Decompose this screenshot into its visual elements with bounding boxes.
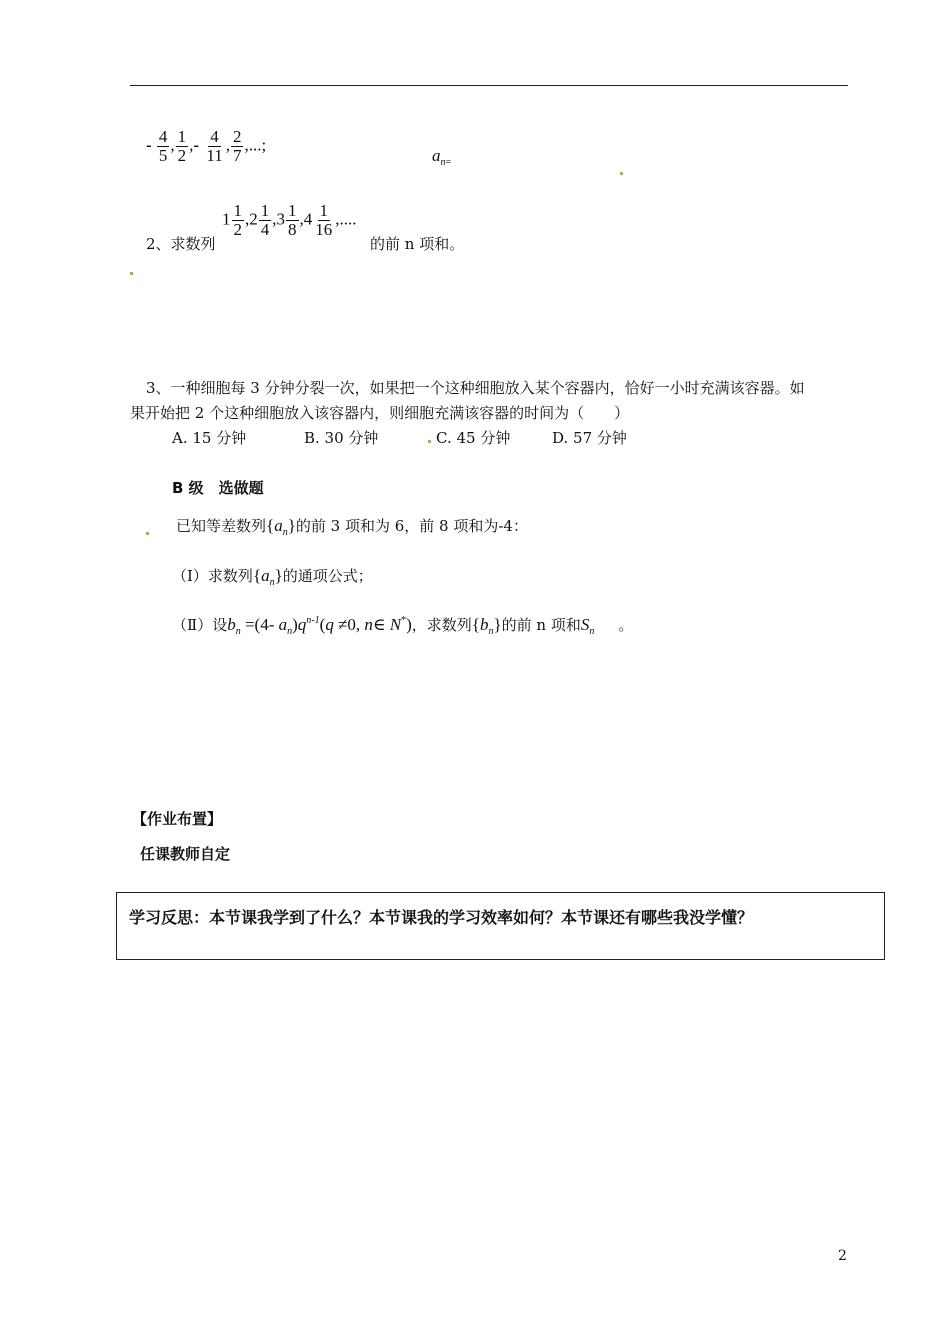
problem1-general-term: $a_{n=}$ xyxy=(432,146,452,168)
section-b-title: B 级 选做题 xyxy=(172,479,264,497)
section-b-part2: （Ⅱ）设$b_n =(4-$ $a_n)q^{n-1}(q \ne 0$, n∈ N*)，求数列$\{b_n\}$的前 n 项和$S_n$ 。 xyxy=(172,615,634,637)
section-b-intro: 已知等差数列$\{a_n\}$的前 3 项和为 6，前 8 项和为-4： xyxy=(176,516,528,538)
fraction: $\frac{1}{4}$ xyxy=(260,201,270,239)
option-c: C. 45 分钟 xyxy=(436,429,511,447)
problem2-sequence: 1 $\frac{1}{2}$ ,2 $\frac{1}{4}$ ,3 $\frac{1}{8}$ ,4 $\frac{1}{16}$ ,.... xyxy=(222,201,357,239)
marker-dot xyxy=(428,440,431,443)
reflection-text: 学习反思：本节课我学到了什么？本节课我的学习效率如何？本节课还有哪些我没学懂？ xyxy=(129,908,754,927)
set-bn: $\{b_n\}$ xyxy=(471,615,502,637)
fraction: $\frac{1}{8}$ xyxy=(288,201,297,239)
problem1-sequence: - $\frac{4}{5}$ , $\frac{1}{2}$ ,- $\frac{4}{11}$ , $\frac{2}{7}$ ,...; xyxy=(146,127,267,165)
fraction: $\frac{1}{2}$ xyxy=(177,127,187,165)
homework-content: 任课教师自定 xyxy=(140,845,231,863)
problem3-options xyxy=(172,427,627,448)
marker-dot xyxy=(146,532,149,535)
option-b: B. 30 分钟 xyxy=(304,429,379,447)
minus-sign: - xyxy=(193,135,200,155)
section-b-part1: （Ⅰ）求数列$\{a_n\}$的通项公式； xyxy=(172,566,373,588)
formula-bn: $b_n =(4-$ $a_n)q^{n-1}(q \ne 0$, n∈ N*) xyxy=(227,615,412,637)
option-d: D. 57 分钟 xyxy=(552,429,627,447)
header-rule xyxy=(130,85,848,86)
option-a: A. 15 分钟 xyxy=(172,429,247,447)
minus-sign: - xyxy=(146,135,152,155)
fraction: $\frac{4}{5}$ xyxy=(158,127,168,165)
fraction: $\frac{2}{7}$ xyxy=(232,127,242,165)
problem3-line2: 果开始把 2 个这种细胞放入该容器内，则细胞充满该容器的时间为（ ） xyxy=(130,404,630,422)
fraction: $\frac{1}{16}$ xyxy=(315,201,333,239)
homework-title: 【作业布置】 xyxy=(132,810,223,828)
fraction: $\frac{1}{2}$ xyxy=(233,201,242,239)
set-an: $\{a_n\}$ xyxy=(252,566,283,588)
reflection-box xyxy=(116,892,885,960)
page-number: 2 xyxy=(838,1248,847,1264)
marker-dot xyxy=(620,172,623,175)
problem3-line1: 3、一种细胞每 3 分钟分裂一次，如果把一个这种细胞放入某个容器内，恰好一小时充满该容器。如 xyxy=(146,379,805,397)
marker-dot xyxy=(130,272,133,275)
set-an: $\{a_n\}$ xyxy=(266,516,296,538)
problem2-suffix: 的前 n 项和。 xyxy=(370,235,465,253)
fraction: $\frac{4}{11}$ xyxy=(206,127,223,165)
sum-sn: $S_n$ xyxy=(580,615,595,637)
problem2-label: 2、求数列 xyxy=(146,235,216,253)
